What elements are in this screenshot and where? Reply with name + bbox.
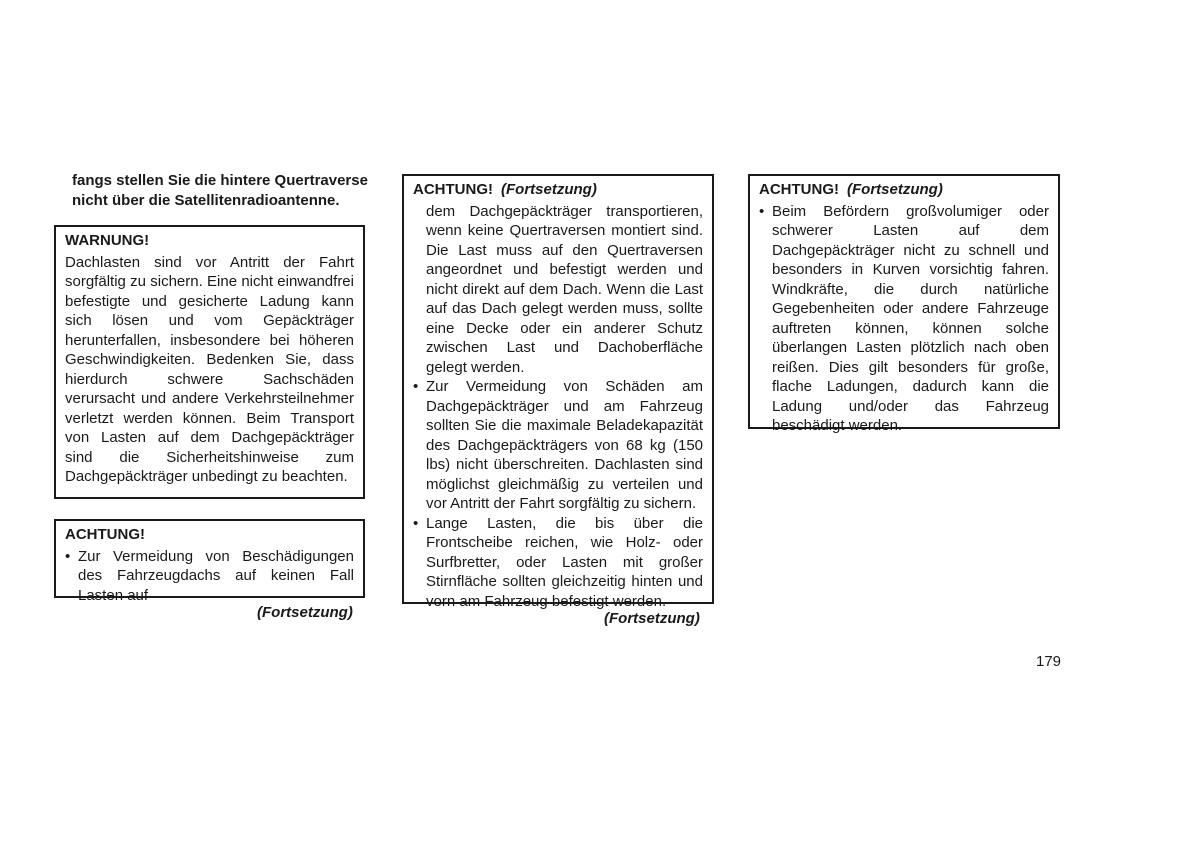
caution-list [65,547,354,606]
list-item: • Beim Befördern großvolumiger oder schwerer Lasten auf dem Dachgepäckträger nicht zu schnell und besonders in Kurven vorsichtig fahren. Windkräfte, die durch natürliche Gegebenheiten oder andere Fahrzeuge auftreten können, können solche überlangen Lasten plötzlich nach oben reißen. Dies gilt besonders für große, flache Ladungen, dadurch kann die Ladung und/oder das Fahrzeug beschädigt werden. [759,202,1049,434]
caution-continued-box [402,174,714,610]
box-title: ACHTUNG! (Fortsetzung) [413,181,597,198]
caution-title: ACHTUNG! [65,526,145,543]
caution-list [413,377,703,611]
list-item: • Zur Vermeidung von Beschädigungen des Fahrzeugdachs auf keinen Fall Lasten auf [65,547,354,604]
caution-box [54,519,365,604]
caution-continued-box [748,174,1060,434]
list-item: • Lange Lasten, die bis über die Frontscheibe reichen, wie Holz- oder Surfbretter, oder Lasten mit großer Stirnfläche sollten gleichzeitig hinten und vorn am Fahrzeug befestigt werden. [413,514,703,610]
lead-text: fangs stellen Sie die hintere Quertraverse nicht über die Satellitenradioantenne. [72,172,368,209]
box-title: ACHTUNG! (Fortsetzung) [759,181,943,198]
continued-label: (Fortsetzung) [257,604,353,621]
warning-box [54,225,365,499]
caution-list [759,202,1049,436]
page-number: 179 [1036,653,1062,670]
warning-title: WARNUNG! [65,232,150,249]
list-item: • Zur Vermeidung von Schäden am Dachgepäckträger und am Fahrzeug sollten Sie die maximale Beladekapazität des Dachgepäckträgers von 68 kg (150 lbs) nicht überschreiten. Dachlasten sind möglichst gleichmäßig zu verteilen und vor Antritt der Fahrt sorgfältig zu sichern. [413,378,703,512]
warning-text: Dachlasten sind vor Antritt der Fahrt sorgfältig zu sichern. Eine nicht einwandfrei befestigte und gesicherte Ladung kann sich lösen und vom Gepäckträger herunterfallen, insbesondere bei höheren Geschwindigkeiten. Bedenken Sie, dass hierdurch schwere Sachschäden verursacht und andere Verkehrsteilnehmer verletzt werden können. Beim Transport von Lasten auf dem Dachgepäckträger sind die Sicherheitshinweise zum Dachgepäckträger unbedingt zu beachten. [65,253,354,485]
continued-label: (Fortsetzung) [604,610,700,627]
continuation-text: dem Dachgepäckträger transportieren, wenn keine Quertraversen montiert sind. Die Last muss auf den Quertraversen angeordnet und befestigt werden und nicht direkt auf dem Dach. Wenn die Last auf das Dach gelegt werden muss, sollte eine Decke oder ein anderer Schutz zwischen Last und Dachoberfläche gelegt werden. [426,202,703,376]
